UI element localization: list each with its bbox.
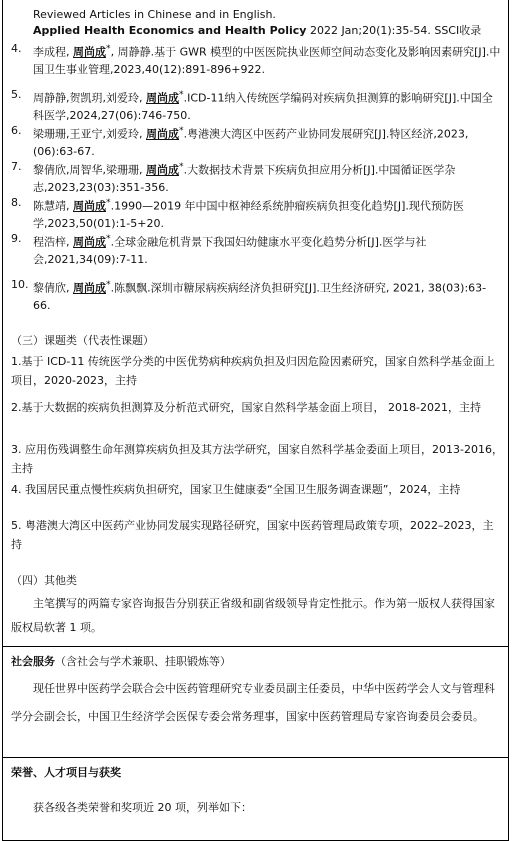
corresponding-mark: * (106, 197, 111, 208)
honors-heading: 荣誉、人才项目与获奖 (11, 766, 121, 779)
corresponding-mark: * (106, 279, 111, 290)
publication-item (11, 40, 501, 78)
highlighted-author: 周尚成 (146, 127, 179, 141)
others-text: 主笔撰写的两篇专家咨询报告分别获正省级和副省级领导肯定性批示。作为第一版权人获得国家版权局软著 1 项。 (11, 597, 495, 634)
publication-coauthors: 黎倩欣,周智华,梁珊珊, (33, 163, 146, 177)
publication-citation: .陈飘飘.深圳市糖尿病疾病经济负担研究[J].卫生经济研究, 2021, 38(03):63-66. (33, 281, 487, 312)
publication-number: 6. (11, 124, 22, 137)
highlighted-author: 周尚成 (146, 163, 179, 177)
pub-continuation-line: Reviewed Articles in Chinese and in English. (33, 8, 276, 21)
social-service-section (2, 646, 509, 758)
publication-citation: .全球金融危机背景下我国妇幼健康水平变化趋势分析[J].医学与社会,2021,34(09):7-11. (33, 235, 427, 266)
publication-number: 5. (11, 88, 22, 101)
publication-citation: , 周静静.基于 GWR 模型的中医医院执业医师空间动态变化及影响因素研究[J].中国卫生事业管理,2023,40(12):891-896+922. (33, 45, 501, 76)
social-service-title: 社会服务 (11, 655, 55, 668)
page (2, 0, 511, 839)
publication-item (11, 158, 501, 196)
publication-citation: .ICD-11纳入传统医学编码对疾病负担测算的影响研究[J].中国全科医学,2024,27(06):746-750. (33, 91, 493, 122)
research-section (2, 0, 509, 647)
project-item: 1.基于 ICD-11 传统医学分类的中医优势病种疾病负担及归因危险因素研究，国家自然科学基金面上项目，2020-2023，主持 (11, 355, 495, 387)
others-heading: （四）其他类 (11, 574, 77, 587)
publication-number: 8. (11, 196, 22, 209)
publication-item (11, 230, 501, 268)
honors-section (2, 757, 509, 841)
publication-coauthors: 陈慧靖, (33, 199, 73, 213)
project-item: 4. 我国居民重点慢性疾病负担研究，国家卫生健康委“全国卫生服务调查课题”，2024，主持 (11, 483, 461, 496)
publication-citation: .1990—2019 年中国中枢神经系统肿瘤疾病负担变化趋势[J].现代预防医学,2023,50(01):1-5+20. (33, 199, 464, 230)
corresponding-mark: * (179, 125, 184, 136)
publication-citation: .大数据技术背景下疾病负担应用分析[J].中国循证医学杂志,2023,23(03):351-356. (33, 163, 456, 194)
corresponding-mark: * (106, 43, 111, 54)
highlighted-author: 周尚成 (73, 199, 106, 213)
project-item: 2.基于大数据的疾病负担测算及分析范式研究，国家自然科学基金面上项目， 2018-2021，主持 (11, 401, 481, 414)
publication-number: 4. (11, 42, 22, 55)
honors-text: 获各级各类荣誉和奖项近 20 项，列举如下： (33, 801, 252, 814)
publication-coauthors: 梁珊珊,王亚宁,刘爱玲, (33, 127, 146, 141)
projects-heading: （三）课题类（代表性课题） (11, 334, 154, 347)
corresponding-mark: * (179, 161, 184, 172)
corresponding-mark: * (179, 89, 184, 100)
project-item: 3. 应用伤残调整生命年测算疾病负担及其方法学研究，国家自然科学基金委面上项目，2013-2016，主持 (11, 443, 503, 475)
social-service-note: （含社会与学术兼职、挂职锻炼等） (55, 655, 231, 668)
publication-citation: .粤港澳大湾区中医药产业协同发展研究[J].特区经济,2023,(06):63-67. (33, 127, 469, 158)
highlighted-author: 周尚成 (146, 91, 179, 105)
social-service-text: 现任世界中医药学会联合会中医药管理研究专业委员副主任委员，中华中医药学会人文与管理科学分会副会长，中国卫生经济学会医保专委会常务理事，国家中医药管理局专家咨询委员会委员。 (11, 682, 495, 723)
publication-coauthors: 周静静,贺凯玥,刘爱玲, (33, 91, 146, 105)
publication-coauthors: 程浩梓, (33, 235, 73, 249)
journal-citation: 2022 Jan;20(1):35-54. SSCI收录 (306, 24, 482, 37)
journal-name: Applied Health Economics and Health Policy (33, 24, 307, 37)
publication-item (11, 122, 501, 160)
project-item: 5. 粤港澳大湾区中医药产业协同发展实现路径研究，国家中医药管理局政策专项，2022–2023，主持 (11, 519, 494, 551)
publication-number: 10. (11, 278, 29, 291)
highlighted-author: 周尚成 (73, 45, 106, 59)
publication-item (11, 194, 501, 232)
publication-number: 9. (11, 232, 22, 245)
publication-coauthors: 黎倩欣, (33, 281, 73, 295)
social-service-heading (11, 655, 231, 669)
publication-item (11, 86, 501, 124)
pub-continuation-line-2 (33, 24, 481, 38)
corresponding-mark: * (106, 233, 111, 244)
highlighted-author: 周尚成 (73, 281, 106, 295)
publication-item (11, 276, 501, 314)
publication-number: 7. (11, 160, 22, 173)
highlighted-author: 周尚成 (73, 235, 106, 249)
publication-coauthors: 李成程, (33, 45, 73, 59)
